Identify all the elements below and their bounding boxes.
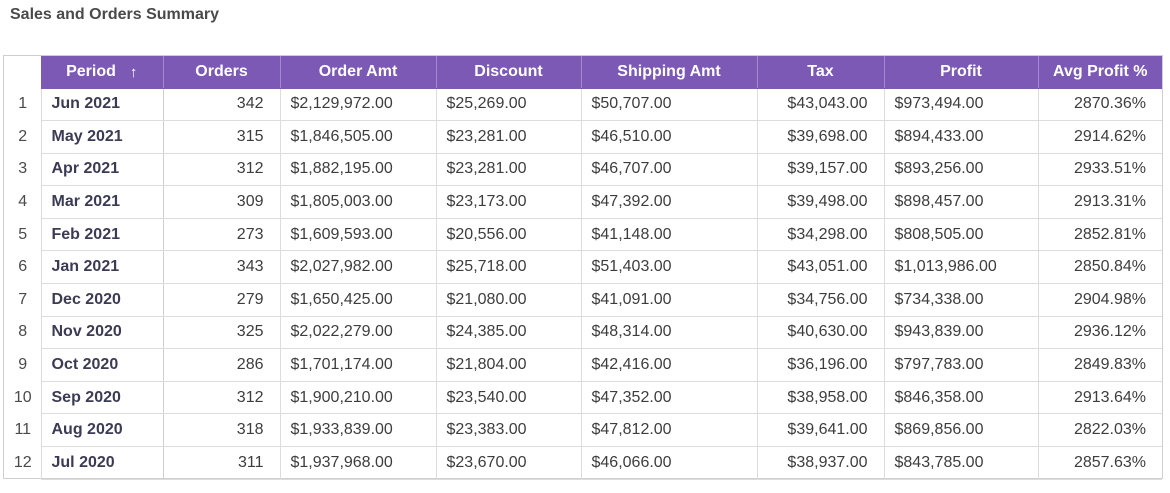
profit-cell[interactable]: $1,013,986.00 — [884, 251, 1038, 284]
column-header-profit[interactable]: Profit — [884, 56, 1038, 88]
discount-cell[interactable]: $23,540.00 — [436, 381, 581, 414]
orders-cell[interactable]: 286 — [163, 349, 280, 382]
row-number: 11 — [5, 414, 41, 447]
column-header-shipping-amt[interactable]: Shipping Amt — [581, 56, 757, 88]
column-header-avg-profit[interactable]: Avg Profit % — [1038, 56, 1162, 88]
tax-cell[interactable]: $38,937.00 — [757, 447, 884, 480]
row-number: 8 — [5, 316, 41, 349]
avg-profit-cell[interactable]: 2936.12% — [1038, 316, 1162, 349]
shipping-amt-cell[interactable]: $47,352.00 — [581, 381, 757, 414]
row-number: 3 — [5, 153, 41, 186]
discount-cell[interactable]: $23,670.00 — [436, 447, 581, 480]
column-header-label: Period — [66, 62, 116, 80]
order-amt-cell[interactable]: $1,933,839.00 — [280, 414, 436, 447]
discount-cell[interactable]: $25,269.00 — [436, 88, 581, 121]
profit-cell[interactable]: $898,457.00 — [884, 186, 1038, 219]
orders-cell[interactable]: 343 — [163, 251, 280, 284]
order-amt-cell[interactable]: $1,937,968.00 — [280, 447, 436, 480]
column-header-orders[interactable]: Orders — [163, 56, 280, 88]
profit-cell[interactable]: $943,839.00 — [884, 316, 1038, 349]
period-cell[interactable]: Jul 2020 — [41, 447, 163, 480]
discount-cell[interactable]: $23,281.00 — [436, 121, 581, 154]
table-row[interactable] — [5, 88, 1162, 121]
column-header-period[interactable] — [41, 56, 163, 88]
avg-profit-cell[interactable]: 2857.63% — [1038, 447, 1162, 480]
avg-profit-cell[interactable]: 2822.03% — [1038, 414, 1162, 447]
row-number: 10 — [5, 381, 41, 414]
period-cell[interactable]: Sep 2020 — [41, 381, 163, 414]
avg-profit-cell[interactable]: 2914.62% — [1038, 121, 1162, 154]
profit-cell[interactable]: $869,856.00 — [884, 414, 1038, 447]
tax-cell[interactable]: $34,298.00 — [757, 218, 884, 251]
table-row[interactable] — [5, 414, 1162, 447]
shipping-amt-cell[interactable]: $47,812.00 — [581, 414, 757, 447]
data-grid-frame — [3, 55, 1163, 479]
row-number: 6 — [5, 251, 41, 284]
order-amt-cell[interactable]: $1,609,593.00 — [280, 218, 436, 251]
shipping-amt-cell[interactable]: $41,091.00 — [581, 284, 757, 317]
discount-cell[interactable]: $23,383.00 — [436, 414, 581, 447]
row-number: 7 — [5, 284, 41, 317]
order-amt-cell[interactable]: $1,900,210.00 — [280, 381, 436, 414]
data-grid — [5, 56, 1162, 480]
tax-cell[interactable]: $39,498.00 — [757, 186, 884, 219]
table-row[interactable] — [5, 447, 1162, 480]
row-number-header — [5, 56, 41, 88]
orders-cell[interactable]: 311 — [163, 447, 280, 480]
profit-cell[interactable]: $843,785.00 — [884, 447, 1038, 480]
shipping-amt-cell[interactable]: $48,314.00 — [581, 316, 757, 349]
period-cell[interactable]: May 2021 — [41, 121, 163, 154]
orders-cell[interactable]: 315 — [163, 121, 280, 154]
order-amt-cell[interactable]: $1,805,003.00 — [280, 186, 436, 219]
discount-cell[interactable]: $21,080.00 — [436, 284, 581, 317]
tax-cell[interactable]: $40,630.00 — [757, 316, 884, 349]
row-number: 5 — [5, 218, 41, 251]
period-cell[interactable]: Dec 2020 — [41, 284, 163, 317]
column-header-order-amt[interactable]: Order Amt — [280, 56, 436, 88]
shipping-amt-cell[interactable]: $46,510.00 — [581, 121, 757, 154]
discount-cell[interactable]: $20,556.00 — [436, 218, 581, 251]
table-row[interactable] — [5, 284, 1162, 317]
table-row[interactable] — [5, 153, 1162, 186]
period-cell[interactable]: Mar 2021 — [41, 186, 163, 219]
discount-cell[interactable]: $25,718.00 — [436, 251, 581, 284]
shipping-amt-cell[interactable]: $51,403.00 — [581, 251, 757, 284]
table-row[interactable] — [5, 251, 1162, 284]
tax-cell[interactable]: $39,157.00 — [757, 153, 884, 186]
order-amt-cell[interactable]: $1,701,174.00 — [280, 349, 436, 382]
shipping-amt-cell[interactable]: $41,148.00 — [581, 218, 757, 251]
period-cell[interactable]: Jun 2021 — [41, 88, 163, 121]
discount-cell[interactable]: $21,804.00 — [436, 349, 581, 382]
avg-profit-cell[interactable]: 2849.83% — [1038, 349, 1162, 382]
order-amt-cell[interactable]: $2,027,982.00 — [280, 251, 436, 284]
order-amt-cell[interactable]: $1,650,425.00 — [280, 284, 436, 317]
table-row[interactable] — [5, 316, 1162, 349]
orders-cell[interactable]: 342 — [163, 88, 280, 121]
orders-cell[interactable]: 312 — [163, 381, 280, 414]
profit-cell[interactable]: $846,358.00 — [884, 381, 1038, 414]
shipping-amt-cell[interactable]: $47,392.00 — [581, 186, 757, 219]
avg-profit-cell[interactable]: 2933.51% — [1038, 153, 1162, 186]
avg-profit-cell[interactable]: 2852.81% — [1038, 218, 1162, 251]
sort-up-arrow-icon[interactable]: ↑ — [129, 63, 138, 81]
orders-cell[interactable]: 325 — [163, 316, 280, 349]
discount-cell[interactable]: $24,385.00 — [436, 316, 581, 349]
tax-cell[interactable]: $39,641.00 — [757, 414, 884, 447]
period-cell[interactable]: Oct 2020 — [41, 349, 163, 382]
row-number: 4 — [5, 186, 41, 219]
page-title: Sales and Orders Summary — [10, 6, 219, 23]
tax-cell[interactable]: $43,043.00 — [757, 88, 884, 121]
table-row[interactable] — [5, 381, 1162, 414]
discount-cell[interactable]: $23,281.00 — [436, 153, 581, 186]
avg-profit-cell[interactable]: 2913.64% — [1038, 381, 1162, 414]
tax-cell[interactable]: $43,051.00 — [757, 251, 884, 284]
avg-profit-cell[interactable]: 2850.84% — [1038, 251, 1162, 284]
table-row[interactable] — [5, 121, 1162, 154]
row-number: 9 — [5, 349, 41, 382]
order-amt-cell[interactable]: $1,846,505.00 — [280, 121, 436, 154]
orders-cell[interactable]: 279 — [163, 284, 280, 317]
orders-cell[interactable]: 312 — [163, 153, 280, 186]
discount-cell[interactable]: $23,173.00 — [436, 186, 581, 219]
period-cell[interactable]: Nov 2020 — [41, 316, 163, 349]
row-number: 2 — [5, 121, 41, 154]
profit-cell[interactable]: $893,256.00 — [884, 153, 1038, 186]
avg-profit-cell[interactable]: 2913.31% — [1038, 186, 1162, 219]
tax-cell[interactable]: $38,958.00 — [757, 381, 884, 414]
orders-cell[interactable]: 273 — [163, 218, 280, 251]
row-number: 12 — [5, 447, 41, 480]
table-row[interactable] — [5, 349, 1162, 382]
shipping-amt-cell[interactable]: $46,707.00 — [581, 153, 757, 186]
order-amt-cell[interactable]: $2,022,279.00 — [280, 316, 436, 349]
period-cell[interactable]: Jan 2021 — [41, 251, 163, 284]
tax-cell[interactable]: $39,698.00 — [757, 121, 884, 154]
order-amt-cell[interactable]: $2,129,972.00 — [280, 88, 436, 121]
orders-cell[interactable]: 309 — [163, 186, 280, 219]
orders-cell[interactable]: 318 — [163, 414, 280, 447]
period-cell[interactable]: Apr 2021 — [41, 153, 163, 186]
profit-cell[interactable]: $797,783.00 — [884, 349, 1038, 382]
shipping-amt-cell[interactable]: $42,416.00 — [581, 349, 757, 382]
period-cell[interactable]: Aug 2020 — [41, 414, 163, 447]
tax-cell[interactable]: $36,196.00 — [757, 349, 884, 382]
order-amt-cell[interactable]: $1,882,195.00 — [280, 153, 436, 186]
profit-cell[interactable]: $734,338.00 — [884, 284, 1038, 317]
profit-cell[interactable]: $808,505.00 — [884, 218, 1038, 251]
profit-cell[interactable]: $973,494.00 — [884, 88, 1038, 121]
table-row[interactable] — [5, 186, 1162, 219]
column-header-discount[interactable]: Discount — [436, 56, 581, 88]
shipping-amt-cell[interactable]: $46,066.00 — [581, 447, 757, 480]
avg-profit-cell[interactable]: 2870.36% — [1038, 88, 1162, 121]
column-header-tax[interactable]: Tax — [757, 56, 884, 88]
header-row — [5, 56, 1162, 88]
period-cell[interactable]: Feb 2021 — [41, 218, 163, 251]
profit-cell[interactable]: $894,433.00 — [884, 121, 1038, 154]
row-number: 1 — [5, 88, 41, 121]
tax-cell[interactable]: $34,756.00 — [757, 284, 884, 317]
shipping-amt-cell[interactable]: $50,707.00 — [581, 88, 757, 121]
avg-profit-cell[interactable]: 2904.98% — [1038, 284, 1162, 317]
table-row[interactable] — [5, 218, 1162, 251]
